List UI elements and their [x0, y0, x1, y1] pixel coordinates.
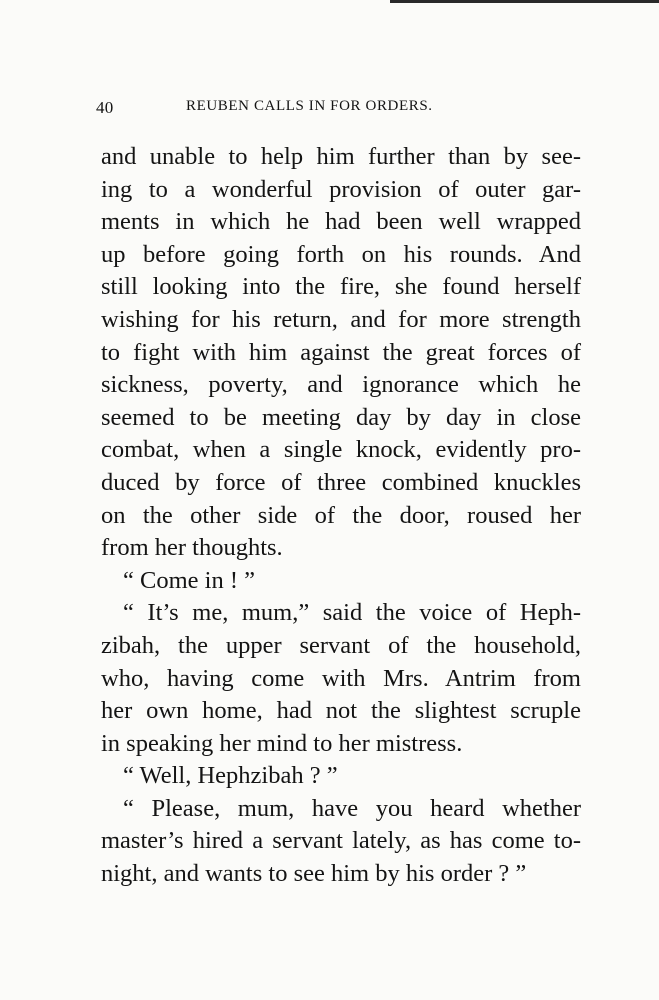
text-line: ing to a wonderful provision of outer gar- [101, 175, 581, 203]
text-line: zibah, the upper servant of the household, [101, 631, 581, 659]
text-line: master’s hired a servant lately, as has come to- [101, 827, 581, 855]
paragraph [101, 141, 581, 565]
text-line: duced by force of three combined knuckles [101, 468, 581, 496]
page-number: 40 [96, 98, 114, 117]
top-edge-rule [390, 0, 659, 3]
text-line: wishing for his return, and for more strength [101, 305, 581, 333]
text-line: night, and wants to see him by his order ? ” [101, 860, 527, 888]
text-line: from her thoughts. [101, 534, 283, 562]
text-line: “ It’s me, mum,” said the voice of Heph- [123, 599, 581, 627]
running-title: REUBEN CALLS IN FOR ORDERS. [186, 98, 433, 114]
text-line: “ Well, Hephzibah ? ” [123, 762, 338, 790]
text-line: on the other side of the door, roused her [101, 501, 581, 529]
text-line: still looking into the fire, she found herself [101, 273, 581, 301]
text-line: in speaking her mind to her mistress. [101, 729, 463, 757]
text-line: her own home, had not the slightest scruple [101, 697, 581, 725]
paragraph [101, 565, 581, 598]
text-line: to fight with him against the great forces of [101, 338, 581, 366]
paragraph [101, 597, 581, 760]
text-line: “ Please, mum, have you heard whether [123, 794, 581, 822]
text-line: sickness, poverty, and ignorance which he [101, 371, 581, 399]
text-line: combat, when a single knock, evidently pro- [101, 436, 581, 464]
text-line: “ Come in ! ” [123, 566, 255, 594]
paragraph [101, 760, 581, 793]
paragraph [101, 793, 581, 891]
body-text [101, 141, 581, 891]
text-line: up before going forth on his rounds. And [101, 240, 581, 268]
text-line: seemed to be meeting day by day in close [101, 403, 581, 431]
text-line: and unable to help him further than by see- [101, 143, 581, 170]
page-header [96, 98, 586, 122]
text-line: ments in which he had been well wrapped [101, 208, 581, 236]
text-line: who, having come with Mrs. Antrim from [101, 664, 581, 692]
